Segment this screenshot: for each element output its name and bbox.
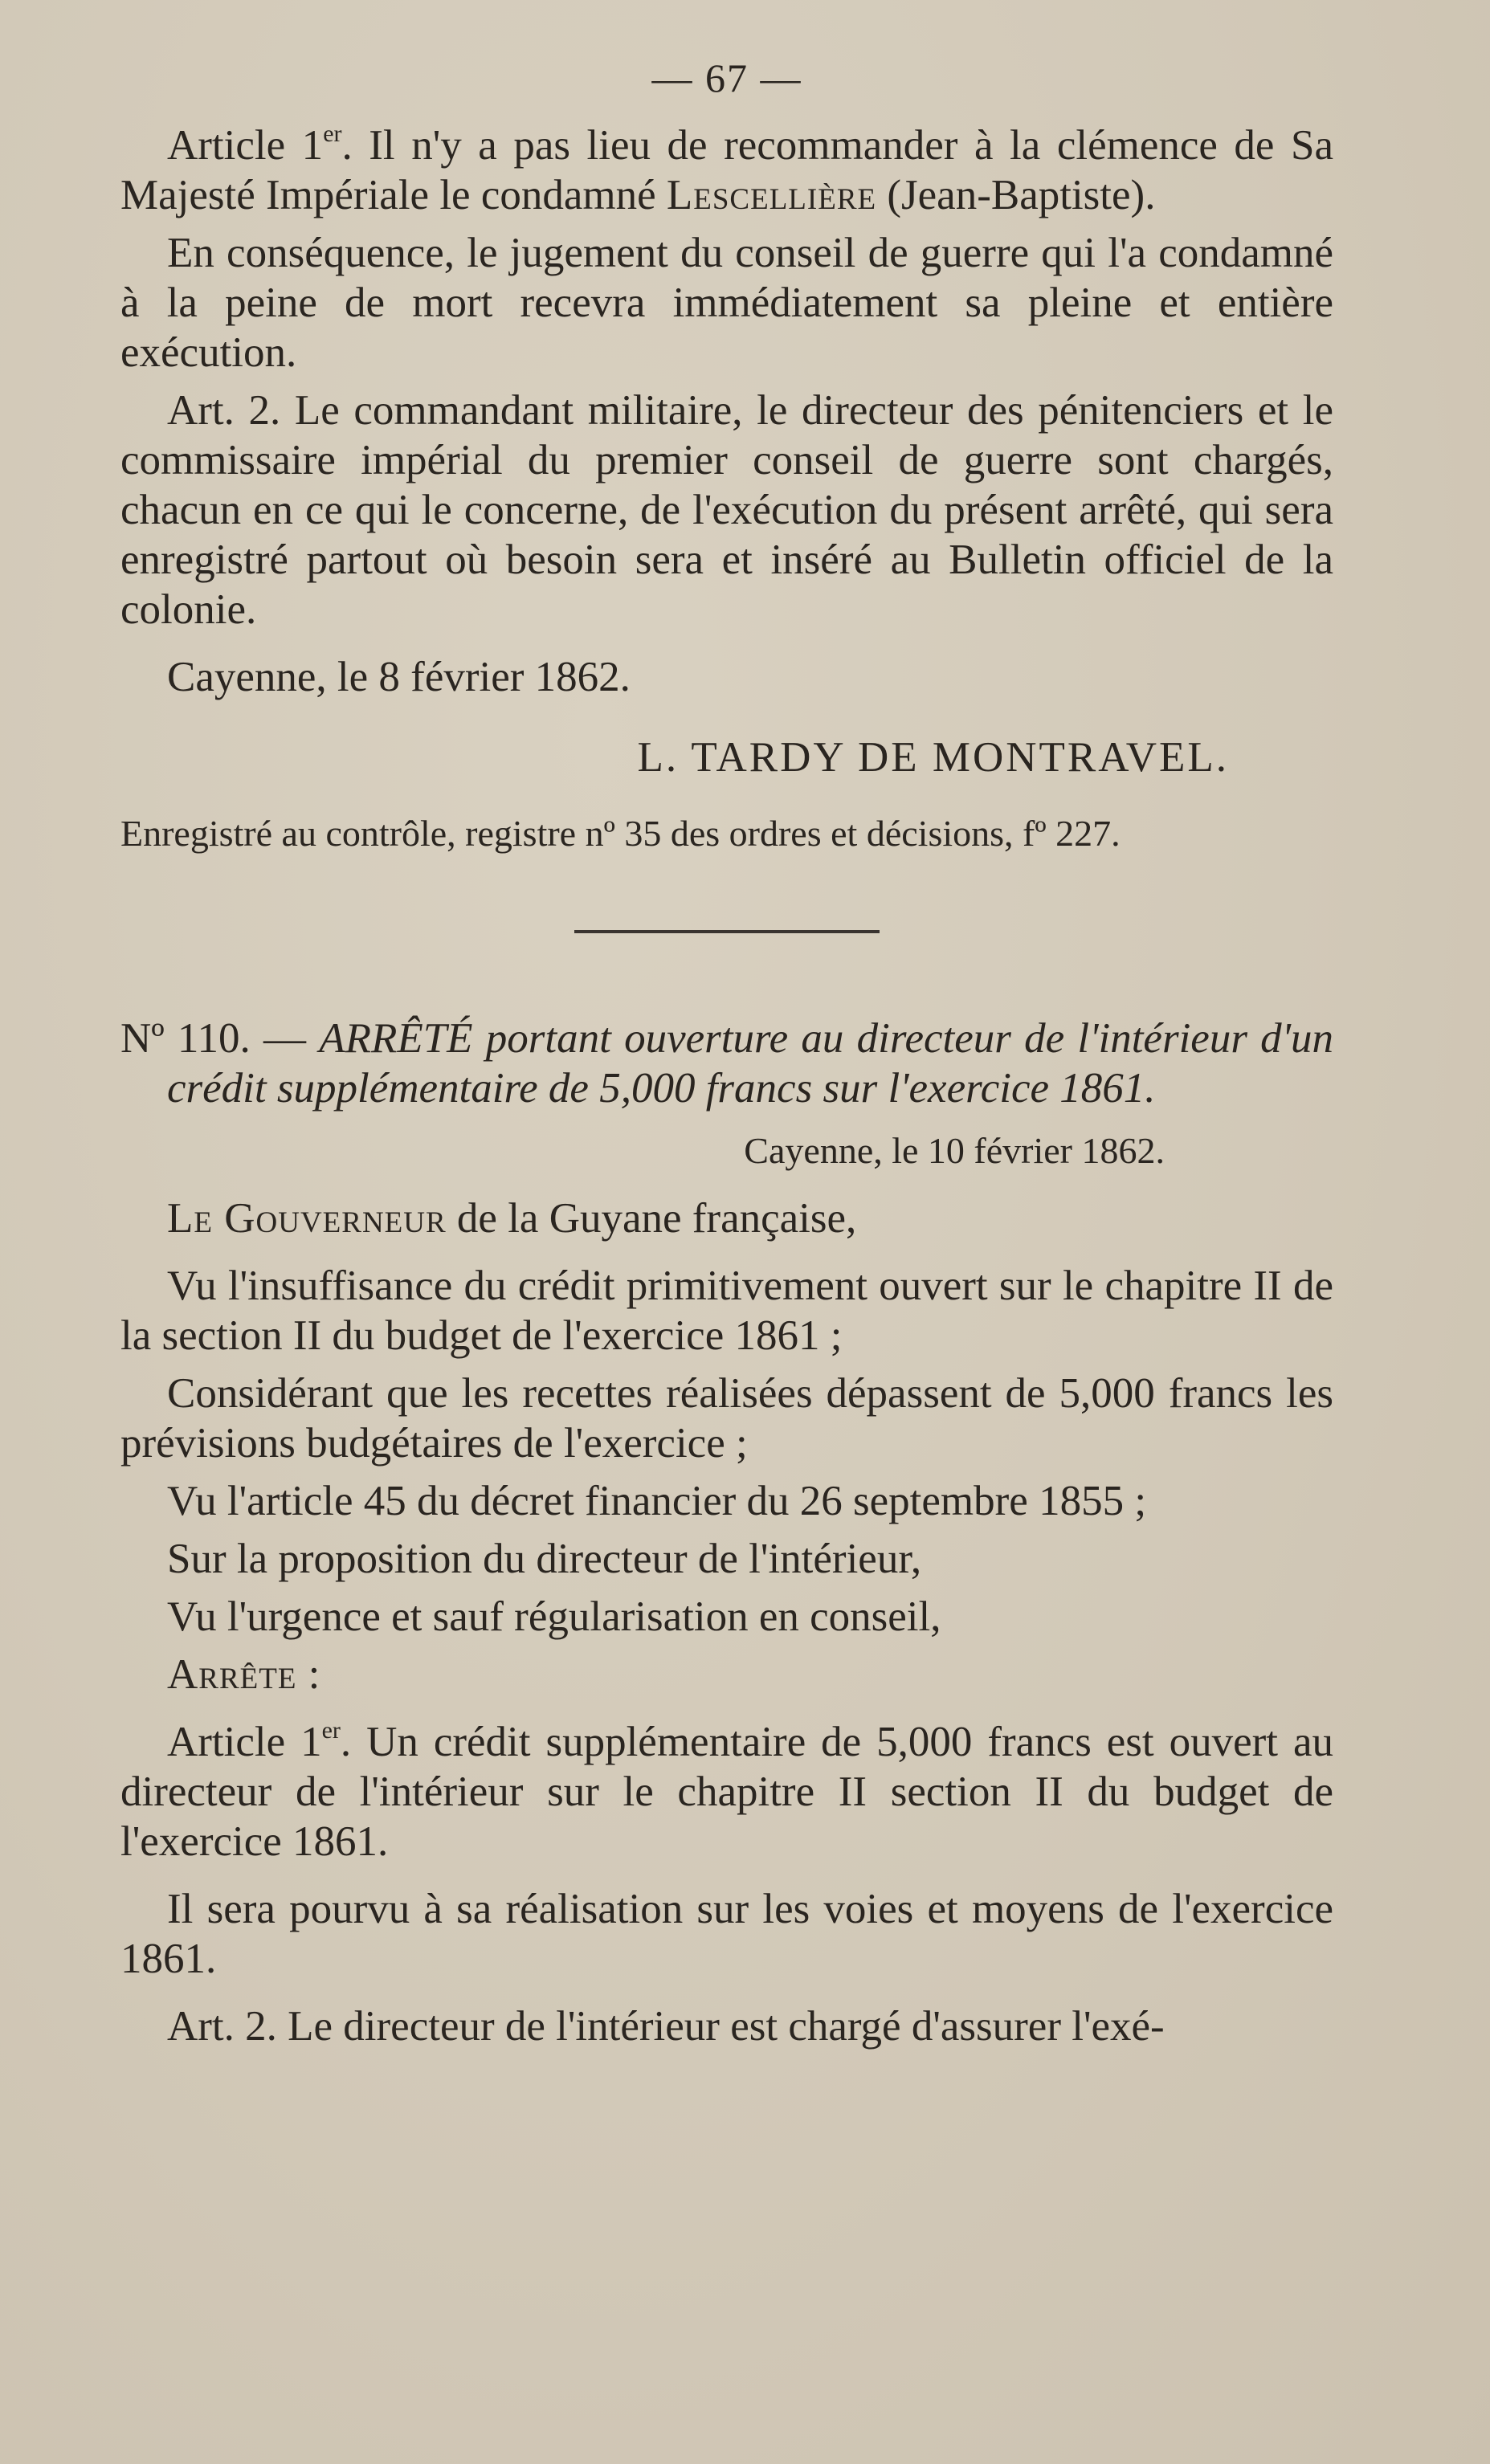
condemned-name: Lescellière xyxy=(666,172,877,218)
decree-dash: — xyxy=(250,1015,320,1062)
article-2-paragraph: Art. 2. Le commandant militaire, le directeur des pénitenciers et le commissaire impérial du premier conseil de guerre sont chargés, chacun en ce qui le concerne, de l'exécution du présent arrêté, qui sera enregistré partout où besoin sera et inséré au Bulletin officiel de la colonie. xyxy=(120,387,1333,633)
decree-place-date: Cayenne, le 10 février 1862. xyxy=(744,1130,1165,1171)
decree-article-1-superscript: er xyxy=(321,1717,341,1744)
registration-note: Enregistré au contrôle, registre nº 35 des ordres et décisions, fº 227. xyxy=(120,813,1121,854)
decree-article-1 xyxy=(120,1717,1333,1866)
consequence-paragraph: En conséquence, le jugement du conseil de guerre qui l'a condamné à la peine de mort recevra immédiatement sa pleine et entière exécution. xyxy=(120,230,1333,376)
decree-article-2: Art. 2. Le directeur de l'intérieur est chargé d'assurer l'exé- xyxy=(167,2003,1165,2050)
dateline: Cayenne, le 8 février 1862. xyxy=(167,654,631,700)
decree-article-1-text: . Un crédit supplémentaire de 5,000 francs est ouvert au directeur de l'intérieur sur le chapitre II section II du budget de l'exercice 1861. xyxy=(120,1719,1333,1865)
signature: L. TARDY DE MONTRAVEL. xyxy=(637,734,1229,781)
article-1-paragraph xyxy=(120,120,1333,220)
decree-article-1-prefix: Article 1 xyxy=(167,1719,322,1765)
governor-title: Le Gouverneur xyxy=(167,1195,447,1242)
consideration-item: Vu l'urgence et sauf régularisation en conseil, xyxy=(167,1593,941,1640)
consideration-item: Sur la proposition du directeur de l'intérieur, xyxy=(167,1536,922,1582)
page-number: — 67 — xyxy=(651,55,802,100)
article-1-prefix: Article 1 xyxy=(167,122,324,169)
document-page xyxy=(120,50,1333,2051)
article-1-text: . Il n'y a pas lieu de recommander à la clémence de Sa Majesté Impériale le condamné xyxy=(120,122,1333,218)
article-1-text-end: (Jean-Baptiste). xyxy=(876,172,1156,218)
governor-rest: de la Guyane française, xyxy=(446,1195,857,1242)
decree-title: ARRÊTÉ portant ouverture au directeur de l'intérieur d'un crédit supplémentaire de 5,000 francs sur l'exercice 1861. xyxy=(167,1015,1334,1112)
decree-number: Nº 110. xyxy=(120,1015,251,1062)
governor-line xyxy=(120,1193,1333,1243)
provision-paragraph: Il sera pourvu à sa réalisation sur les voies et moyens de l'exercice 1861. xyxy=(120,1886,1333,1982)
arrete-label: Arrête : xyxy=(167,1651,321,1698)
consideration-item: Vu l'insuffisance du crédit primitivement ouvert sur le chapitre II de la section II du budget de l'exercice 1861 ; xyxy=(120,1263,1333,1359)
section-divider xyxy=(574,930,880,933)
consideration-item: Vu l'article 45 du décret financier du 26 septembre 1855 ; xyxy=(167,1478,1147,1524)
article-1-superscript: er xyxy=(323,120,342,147)
decree-heading xyxy=(120,1014,1333,1113)
consideration-item: Considérant que les recettes réalisées dépassent de 5,000 francs les prévisions budgétaires de l'exercice ; xyxy=(120,1370,1333,1467)
